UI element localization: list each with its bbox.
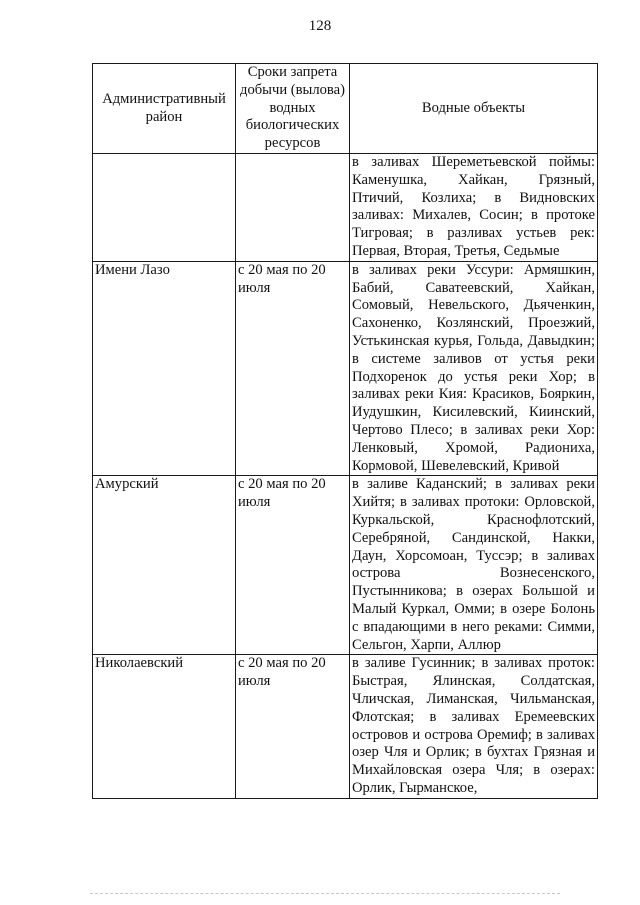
- scan-edge-line: [90, 893, 560, 894]
- district-cell: Имени Лазо: [93, 261, 236, 476]
- period-cell: с 20 мая по 20 июля: [236, 261, 350, 476]
- water-objects-cell: в заливе Каданский; в заливах реки Хийтя; в заливах протоки: Орловской, Куркальской, Краснофлотский, Серебряной, Сандинской, Накки, Даун, Хорсомоан, Туссэр; в заливах острова Вознесенского, Пустынникова; в озерах Большой и Малый Куркал, Омми; в озере Болонь с впадающими в него реками: Симми, Сельгон, Харпи, Аллюр: [350, 476, 598, 655]
- water-objects-cell: в заливах реки Уссури: Армяшкин, Бабий, Саватеевский, Хайкан, Сомовый, Невельского, Дьяченкин, Сахоненко, Козлянский, Проезжий, Устькинская курья, Гольда, Давыдкин; в системе заливов от устья реки Подхоренок до устья реки Хор; в заливах реки Кия: Красиков, Бояркин, Иудушкин, Кисилевский, Киинский, Чертово Плесо; в заливах реки Хор: Ленковый, Хромой, Радиониха, Кормовой, Шевелевский, Кривой: [350, 261, 598, 476]
- table-row: [93, 476, 598, 655]
- page-number: 128: [308, 18, 332, 34]
- period-cell: [236, 154, 350, 262]
- district-cell: Амурский: [93, 476, 236, 655]
- water-objects-cell: в заливах Шереметьевской поймы: Каменушка, Хайкан, Грязный, Птичий, Козлиха; в Видновских заливах: Михалев, Сосин; в протоке Тигровая; в разливах устьев рек: Первая, Вторая, Третья, Седьмые: [350, 154, 598, 262]
- water-objects-cell: в заливе Гусинник; в заливах проток: Быстрая, Ялинская, Солдатская, Чличская, Лиманская, Чильманская, Флотская; в заливах Еремеевских островов и острова Оремиф; в заливах озер Чля и Орлик; в бухтах Грязная и Михайловская озера Чля; в озерах: Орлик, Гырманское,: [350, 655, 598, 798]
- district-cell: [93, 154, 236, 262]
- district-cell: Николаевский: [93, 655, 236, 798]
- header-period: Сроки запрета добычи (вылова) водных биологических ресурсов: [236, 64, 350, 154]
- header-water-objects: Водные объекты: [350, 64, 598, 154]
- table-header-row: [93, 64, 598, 154]
- table-row: [93, 655, 598, 798]
- table-row: [93, 154, 598, 262]
- table-row: [93, 261, 598, 476]
- regulation-table: [92, 63, 598, 799]
- period-cell: с 20 мая по 20 июля: [236, 655, 350, 798]
- header-district: Административный район: [93, 64, 236, 154]
- period-cell: с 20 мая по 20 июля: [236, 476, 350, 655]
